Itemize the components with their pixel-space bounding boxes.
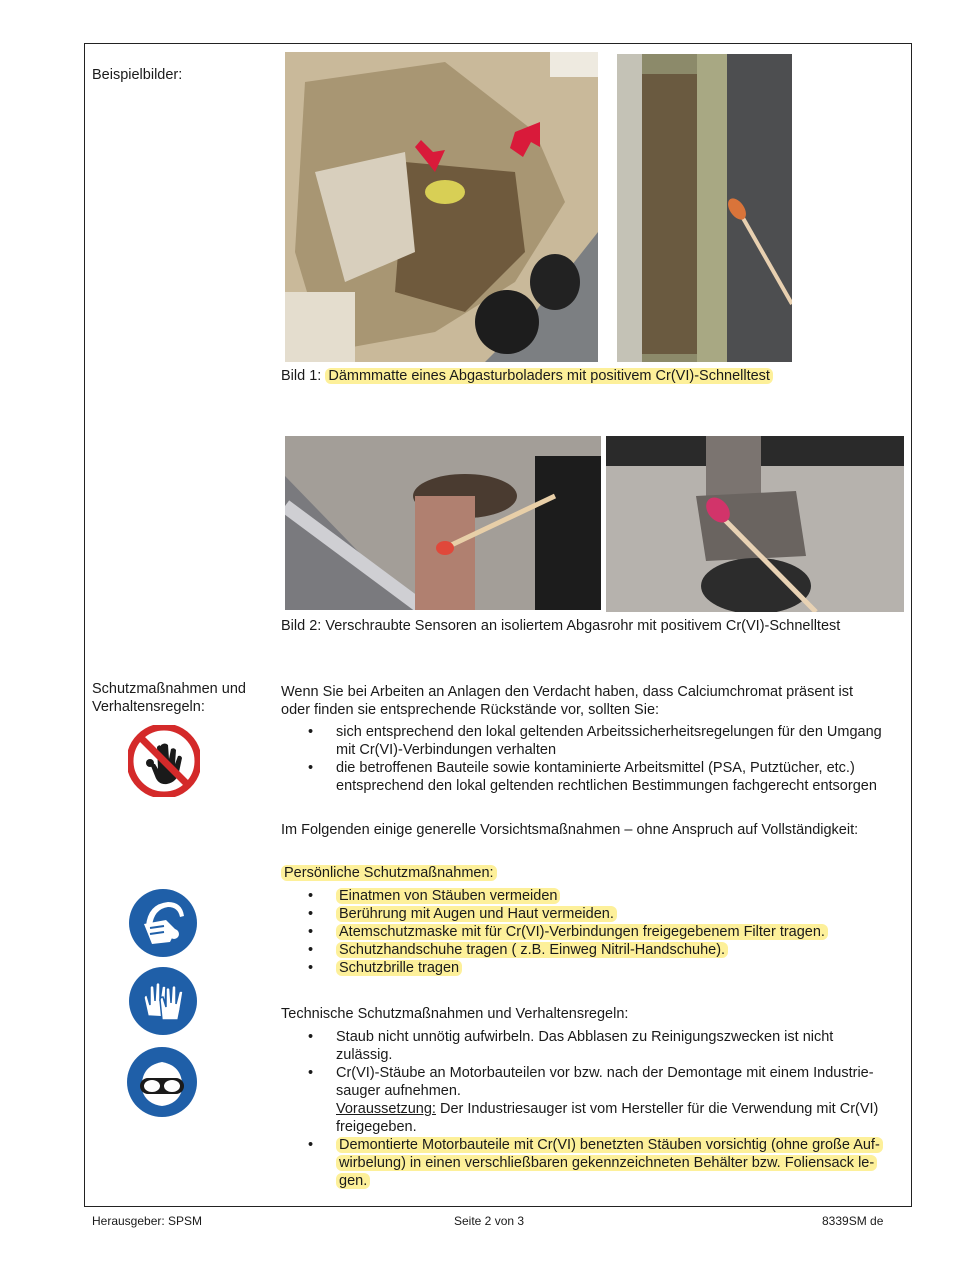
photo-swab-test <box>617 54 792 362</box>
caption-image-1-text: Dämmmatte eines Abgasturboladers mit positivem Cr(VI)-Schnelltest <box>325 368 773 384</box>
list-item-line: • Cr(VI)-Stäube an Motorbauteilen vor bzw. nach der Demontage mit einem Industrie- <box>336 1065 874 1081</box>
list-item-line: gen. <box>336 1173 370 1189</box>
photo-insulation-mat <box>285 52 598 362</box>
photo-sensor-pipe <box>285 436 601 610</box>
list-item-line: entsprechend den lokal geltenden rechtlichen Bestimmungen fachgerecht entsorgen <box>336 778 877 794</box>
list-item <box>281 941 906 959</box>
list-item <box>281 1064 906 1136</box>
respirator-mask-icon <box>126 886 200 960</box>
caption-image-1 <box>281 367 901 385</box>
list-item <box>281 1028 906 1064</box>
list-item-line: sauger aufnehmen. <box>336 1083 461 1099</box>
no-access-prohibition-icon <box>128 725 200 797</box>
intro-list <box>281 723 906 795</box>
caption-image-1-prefix: Bild 1: <box>281 368 326 384</box>
photo-sensor-nut <box>606 436 904 612</box>
list-item-line: • die betroffenen Bauteile sowie kontaminierte Arbeitsmittel (PSA, Putztücher, etc.) <box>336 760 855 776</box>
general-precautions-text: Im Folgenden einige generelle Vorsichtsmaßnahmen – ohne Anspruch auf Vollständigkeit: <box>281 822 859 838</box>
list-item <box>281 923 906 941</box>
intro-line-1: Wenn Sie bei Arbeiten an Anlagen den Verdacht haben, dass Calciumchromat präsent ist <box>281 684 854 700</box>
list-item <box>281 1136 906 1190</box>
list-item-text: Atemschutzmaske mit für Cr(VI)-Verbindungen freigegebenem Filter tragen. <box>336 924 828 940</box>
footer-publisher: Herausgeber: SPSM <box>92 1214 203 1228</box>
personal-measures-heading-text: Persönliche Schutzmaßnahmen: <box>281 865 497 881</box>
protective-measures-label-line2: Verhaltensregeln: <box>92 699 205 715</box>
technical-measures-list <box>281 1028 906 1190</box>
list-item-line: freigegeben. <box>336 1119 417 1135</box>
technical-measures-heading: Technische Schutzmaßnahmen und Verhaltensregeln: <box>281 1006 629 1022</box>
list-item-line: • sich entsprechend den lokal geltenden Arbeitssicherheitsregelungen für den Umgang <box>336 724 882 740</box>
requirement-label: Voraussetzung: <box>336 1101 436 1117</box>
list-item-text: Berührung mit Augen und Haut vermeiden. <box>336 906 617 922</box>
protective-measures-label <box>92 680 246 716</box>
list-item-text: Schutzhandschuhe tragen ( z.B. Einweg Nitril-Handschuhe). <box>336 942 728 958</box>
safety-goggles-icon <box>124 1044 200 1120</box>
personal-measures-list <box>281 887 906 977</box>
personal-measures-heading <box>281 864 906 882</box>
list-item-line: wirbelung) in einen verschließbaren gekennzeichneten Behälter bzw. Foliensack le- <box>336 1155 877 1171</box>
list-item <box>281 723 906 759</box>
list-item <box>281 759 906 795</box>
requirement-text: Der Industriesauger ist vom Hersteller für die Verwendung mit Cr(VI) <box>435 1101 879 1117</box>
examples-label: Beispielbilder: <box>92 67 183 83</box>
requirement-line <box>336 1100 906 1118</box>
footer-page-number: Seite 2 von 3 <box>454 1214 525 1228</box>
list-item <box>281 905 906 923</box>
list-item-text: Einatmen von Stäuben vermeiden <box>336 888 560 904</box>
list-item-line: Demontierte Motorbauteile mit Cr(VI) benetzten Stäuben vorsichtig (ohne große Auf- <box>336 1137 883 1153</box>
footer-document-id: 8339SM de <box>822 1214 884 1228</box>
list-item-text: Schutzbrille tragen <box>336 960 462 976</box>
caption-image-2: Bild 2: Verschraubte Sensoren an isoliertem Abgasrohr mit positivem Cr(VI)-Schnelltest <box>281 618 841 634</box>
protective-measures-label-line1: Schutzmaßnahmen und <box>92 681 246 697</box>
list-item-line: • Staub nicht unnötig aufwirbeln. Das Abblasen zu Reinigungszwecken ist nicht <box>336 1029 834 1045</box>
list-item <box>281 887 906 905</box>
list-item-line: mit Cr(VI)-Verbindungen verhalten <box>336 742 557 758</box>
intro-line-2: oder finden sie entsprechende Rückstände vor, sollten Sie: <box>281 702 660 718</box>
list-item-line: zulässig. <box>336 1047 393 1063</box>
gloves-icon <box>126 964 200 1038</box>
list-item <box>281 959 906 977</box>
intro-paragraph <box>281 683 906 719</box>
